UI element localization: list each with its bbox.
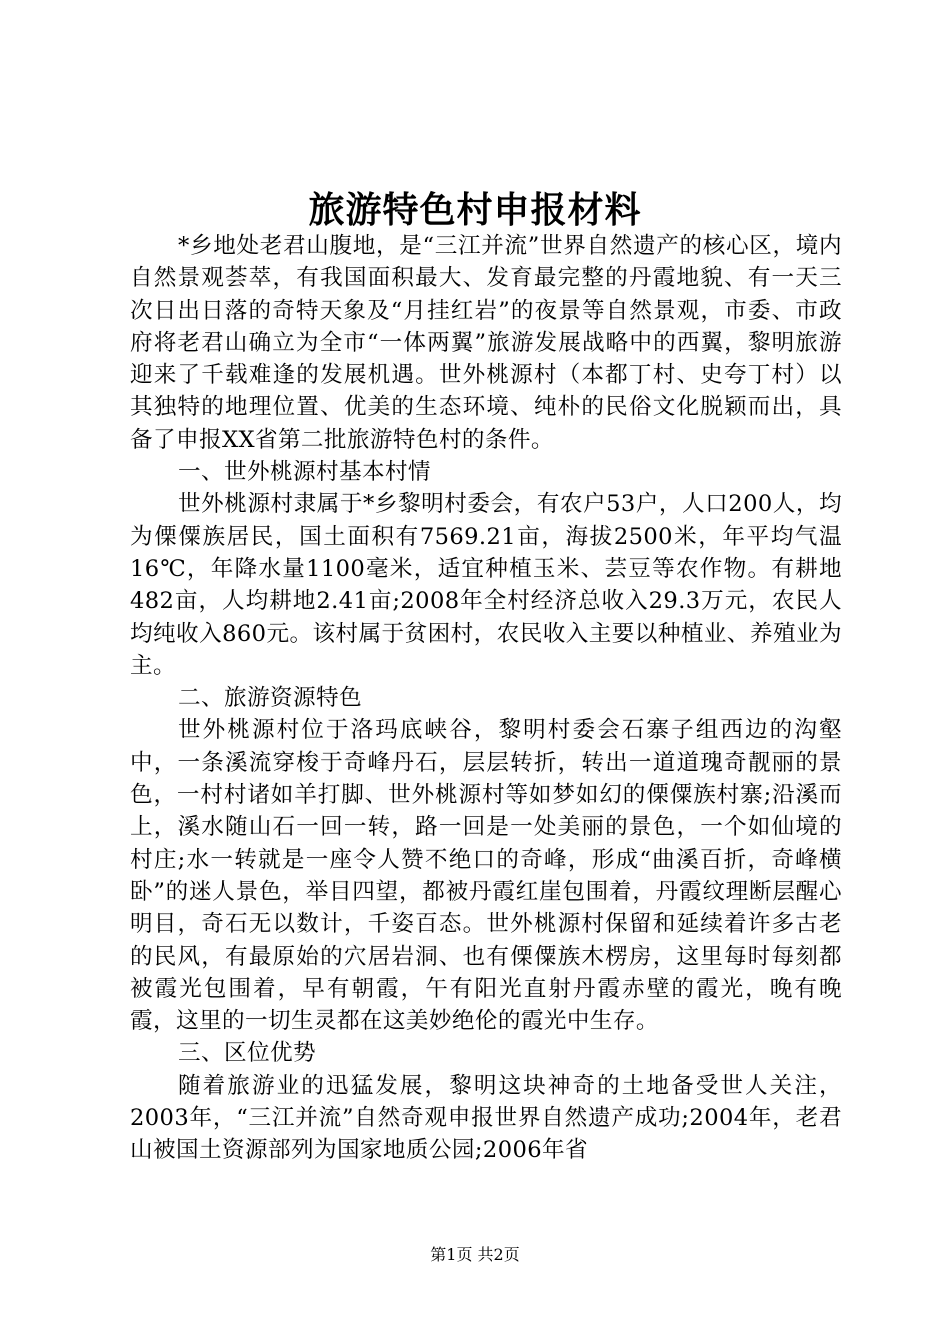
paragraph-intro: *乡地处老君山腹地，是“三江并流”世界自然遗产的核心区，境内自然景观荟萃，有我国面积最大、发育最完整的丹霞地貌、有一天三次日出日落的奇特天象及“月挂红岩”的夜景等自然景观，市委、市政府将老君山确立为全市“一体两翼”旅游发展战略中的西翼，黎明旅游迎来了千载难逢的发展机遇。世外桃源村（本都丁村、史夸丁村）以其独特的地理位置、优美的生态环境、纯朴的民俗文化脱颖而出，具备了申报XX省第二批旅游特色村的条件。 [130,233,842,453]
paragraph-location-advantage: 随着旅游业的迅猛发展，黎明这块神奇的土地备受世人关注，2003年，“三江并流”自然奇观申报世界自然遗产成功;2004年，老君山被国土资源部列为国家地质公园;2006年省 [130,1072,842,1164]
paragraph-village-info: 世外桃源村隶属于*乡黎明村委会，有农户53户，人口200人，均为傈僳族居民，国土面积有7569.21亩，海拔2500米，年平均气温16℃，年降水量1100毫米，适宜种植玉米、芸豆等农作物。有耕地482亩，人均耕地2.41亩;2008年全村经济总收入29.3万元，农民人均纯收入860元。该村属于贫困村，农民收入主要以种植业、养殖业为主。 [130,491,842,679]
document-body [130,230,842,1167]
section-heading-2: 二、旅游资源特色 [178,685,362,712]
section-heading-1: 一、世外桃源村基本村情 [178,459,431,486]
page-number-footer: 第1页 共2页 [430,1245,520,1264]
document-title: 旅游特色村申报材料 [308,189,642,231]
paragraph-tourism-resources: 世外桃源村位于洛玛底峡谷，黎明村委会石寨子组西边的沟壑中，一条溪流穿梭于奇峰丹石，层层转折，转出一道道瑰奇靓丽的景色，一村村诸如羊打脚、世外桃源村等如梦如幻的傈僳族村寨;沿溪而上，溪水随山石一回一转，路一回是一处美丽的景色，一个如仙境的村庄;水一转就是一座令人赞不绝口的奇峰，形成“曲溪百折，奇峰横卧”的迷人景色，举目四望，都被丹霞红崖包围着，丹霞纹理断层醒心明目，奇石无以数计，千姿百态。世外桃源村保留和延续着许多古老的民风，有最原始的穴居岩洞、也有傈僳族木楞房，这里每时每刻都被霞光包围着，早有朝霞，午有阳光直射丹霞赤壁的霞光，晚有晚霞，这里的一切生灵都在这美妙绝伦的霞光中生存。 [130,717,842,1035]
section-heading-3: 三、区位优势 [178,1040,316,1067]
